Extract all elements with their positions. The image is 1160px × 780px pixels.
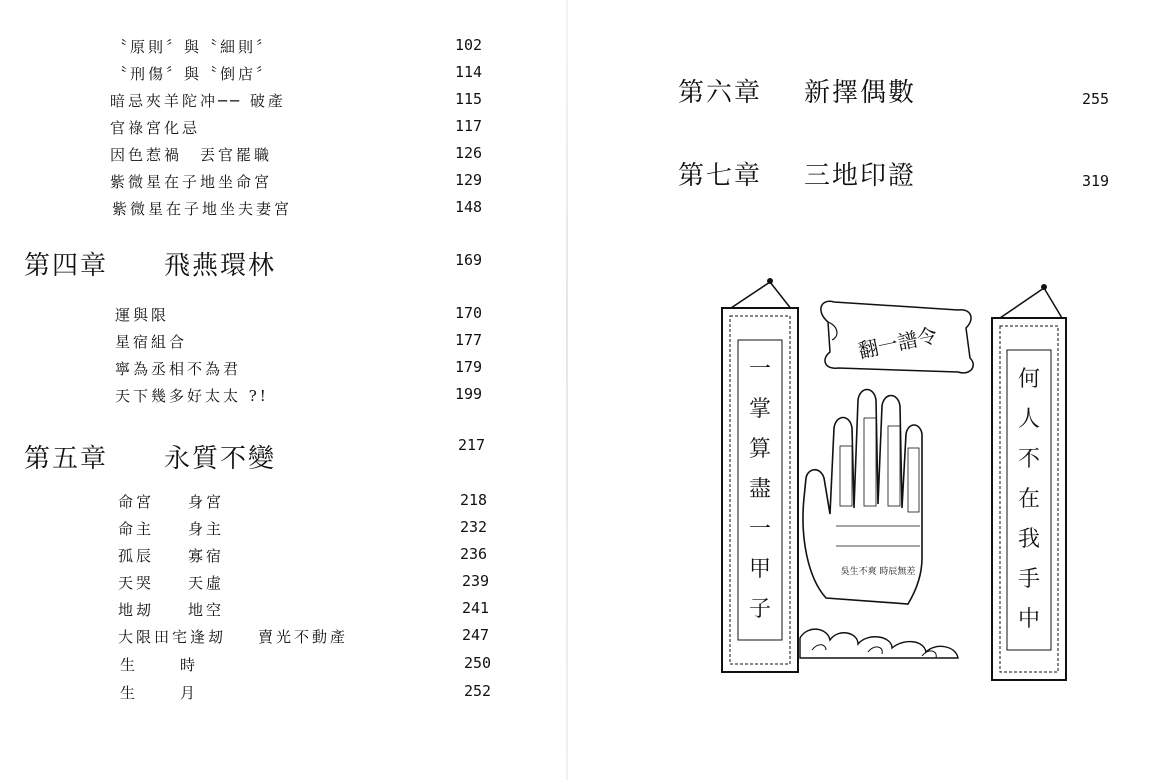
pair-first: 生: [120, 656, 139, 674]
pair-first: 孤辰: [118, 547, 155, 565]
right-scroll-char: 不: [1017, 447, 1041, 472]
toc-entry-pair: [118, 572, 224, 593]
toc-entry-page: 148: [455, 198, 483, 216]
left-scroll: [722, 278, 798, 672]
toc-entry-page: 252: [464, 682, 492, 700]
left-scroll-char: 盡: [748, 477, 772, 502]
toc-entry-title: 天下幾多好太太 ?!: [115, 387, 269, 405]
pair-second: 賣光不動產: [258, 628, 349, 646]
toc-entry-pair: [118, 599, 224, 620]
toc-entry-page: 170: [455, 304, 483, 322]
toc-entry-page: 241: [462, 599, 490, 617]
toc-entry-title: 因色惹禍 丟官罷職: [110, 146, 273, 164]
left-scroll-char: 甲: [748, 557, 772, 582]
toc-entry-page: 177: [455, 331, 483, 349]
palm-text: 吳生不爽 時辰無差: [840, 567, 916, 577]
palm-drawing: [800, 390, 958, 659]
toc-entry-pair: [118, 518, 224, 539]
right-scroll-char: 在: [1017, 487, 1041, 512]
banner-text: 翻一譜令: [856, 322, 940, 364]
toc-entry-page: 129: [455, 171, 483, 189]
pair-first: 天哭: [118, 574, 155, 592]
toc-entry-title: 寧為丞相不為君: [115, 360, 242, 378]
chapter-title: 三地印證: [804, 161, 917, 191]
palm-illustration: [708, 278, 1068, 683]
right-scroll-char: 手: [1017, 567, 1041, 592]
toc-entry-pair: [118, 626, 348, 647]
chapter-title: 飛燕環林: [164, 251, 277, 281]
toc-entry-title: 暗忌夾羊陀冲── 破產: [110, 92, 286, 110]
right-scroll-char: 人: [1017, 407, 1041, 432]
toc-entry-title: 紫微星在子地坐夫妻宮: [112, 200, 293, 218]
toc-entry-page: 218: [460, 491, 488, 509]
toc-entry-page: 199: [455, 385, 483, 403]
left-scroll-char: 掌: [748, 397, 772, 422]
chapter-title: 永質不變: [164, 444, 277, 474]
ribbon-banner: [821, 301, 973, 373]
chapter-page: 319: [1082, 172, 1110, 190]
chapter-number: 第六章: [678, 78, 763, 108]
left-page: [0, 0, 560, 780]
toc-entry-page: 179: [455, 358, 483, 376]
toc-entry-pair: [118, 491, 224, 512]
pair-first: 生: [120, 684, 139, 702]
toc-entry-page: 247: [462, 626, 490, 644]
chapter-page: 217: [458, 436, 486, 454]
pair-second: 地空: [188, 601, 225, 619]
left-scroll-char: 算: [748, 437, 772, 462]
toc-entry-pair: [118, 545, 224, 566]
toc-entry-title: 運與限: [115, 306, 170, 324]
chapter-heading: [24, 438, 276, 475]
pair-second: 時: [180, 656, 199, 674]
pair-second: 天虛: [188, 574, 225, 592]
pair-second: 寡宿: [188, 547, 225, 565]
toc-entry-page: 232: [460, 518, 488, 536]
toc-entry-page: 115: [455, 90, 483, 108]
toc-entry-page: 236: [460, 545, 488, 563]
chapter-heading: [678, 155, 916, 192]
toc-entry-page: 250: [464, 654, 492, 672]
toc-entry-title: 官祿宮化忌: [110, 119, 201, 137]
toc-entry-title: 星宿組合: [115, 333, 188, 351]
right-page: [568, 0, 1160, 780]
toc-entry-page: 126: [455, 144, 483, 162]
chapter-heading: [678, 72, 916, 109]
toc-entry-title: 〝刑傷〞與〝倒店〞: [112, 65, 275, 83]
pair-first: 命宮: [118, 493, 155, 511]
pair-first: 大限田宅逢刼: [118, 628, 227, 646]
pair-second: 身主: [188, 520, 225, 538]
chapter-number: 第四章: [24, 251, 109, 281]
chapter-heading: [24, 245, 276, 282]
toc-entry-page: 114: [455, 63, 483, 81]
toc-entry-pair: [120, 682, 198, 703]
toc-entry-page: 117: [455, 117, 483, 135]
right-scroll-char: 何: [1017, 367, 1041, 392]
toc-entry-page: 239: [462, 572, 490, 590]
pair-second: 身宮: [188, 493, 225, 511]
right-scroll: [992, 284, 1066, 680]
pair-first: 地刼: [118, 601, 155, 619]
chapter-number: 第五章: [24, 444, 109, 474]
toc-entry-title: 紫微星在子地坐命宮: [110, 173, 273, 191]
pair-second: 月: [180, 684, 199, 702]
toc-entry-pair: [120, 654, 198, 675]
toc-entry-title: 〝原則〞與〝細則〞: [112, 38, 275, 56]
left-scroll-char: 一: [748, 357, 772, 382]
chapter-number: 第七章: [678, 161, 763, 191]
pair-first: 命主: [118, 520, 155, 538]
chapter-page: 255: [1082, 90, 1110, 108]
left-scroll-char: 一: [748, 517, 772, 542]
chapter-page: 169: [455, 251, 483, 269]
left-scroll-char: 子: [748, 597, 772, 622]
toc-entry-page: 102: [455, 36, 483, 54]
right-scroll-char: 我: [1017, 527, 1041, 552]
right-scroll-char: 中: [1017, 607, 1041, 632]
palm-illustration-svg: [708, 278, 1068, 683]
chapter-title: 新擇偶數: [804, 78, 917, 108]
